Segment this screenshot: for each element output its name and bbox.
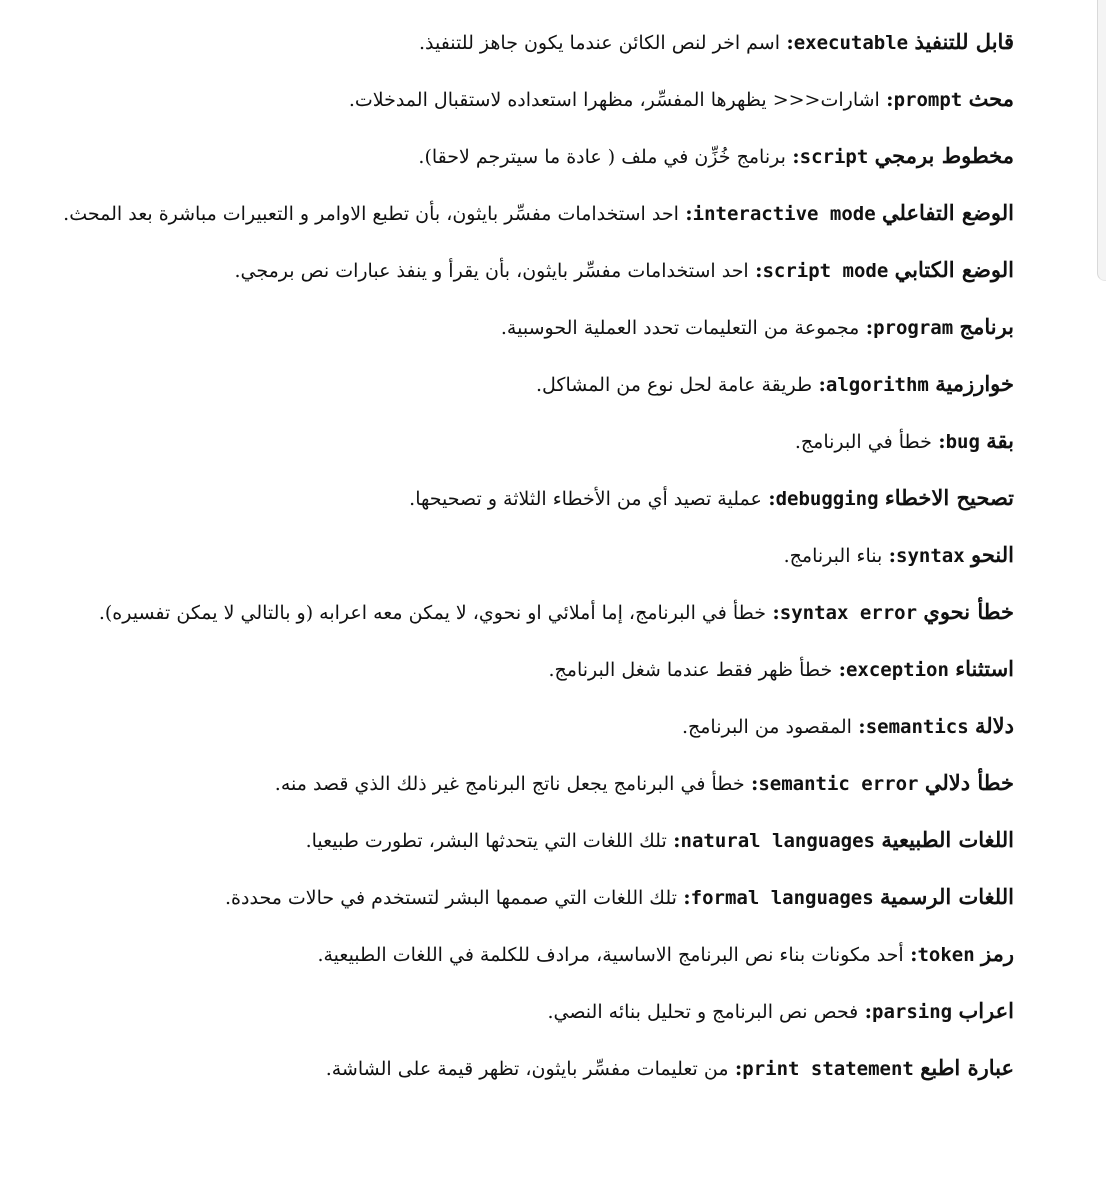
glossary-entry: النحو syntax: بناء البرنامج. <box>783 542 1014 567</box>
glossary-entry: خطأ نحوي syntax error: خطأ في البرنامج، إما أملائي او نحوي، لا يمكن معه اعرابه (و بالتالي لا يمكن تفسيره). <box>98 599 1014 624</box>
term-definition: فحص نص البرنامج و تحليل بنائه النصي. <box>547 1001 859 1023</box>
glossary-entry: خوارزمية algorithm: طريقة عامة لحل نوع من المشاكل. <box>535 371 1014 396</box>
term-english: bug <box>945 431 980 453</box>
term-english: script <box>799 146 869 168</box>
term-english: token <box>917 944 975 966</box>
term-arabic: خطأ نحوي <box>923 599 1014 624</box>
term-english: prompt <box>893 89 963 111</box>
term-definition: اسم اخر لنص الكائن عندما يكون جاهز للتنفيذ. <box>418 32 780 54</box>
glossary-entry: الوضع التفاعلي interactive mode: احد استخدامات مفسِّر بايثون، بأن تطبع الاوامر و التعبيرات مباشرة بعد المحث. <box>63 200 1014 225</box>
term-arabic: استثناء <box>955 656 1014 681</box>
term-definition: بناء البرنامج. <box>783 545 883 567</box>
term-definition: احد استخدامات مفسِّر بايثون، بأن يقرأ و ينفذ عبارات نص برمجي. <box>234 260 749 282</box>
term-arabic: خطأ دلالي <box>924 770 1014 795</box>
term-arabic: مخطوط برمجي <box>874 143 1014 168</box>
term-definition: عملية تصيد أي من الأخطاء الثلاثة و تصحيحها. <box>409 488 762 510</box>
term-arabic: برنامج <box>959 314 1014 339</box>
term-english: semantics <box>865 716 969 738</box>
term-definition: تلك اللغات التي يتحدثها البشر، تطورت طبيعيا. <box>305 830 667 852</box>
term-definition: مجموعة من التعليمات تحدد العملية الحوسبية. <box>500 317 860 339</box>
glossary-entry: دلالة semantics: المقصود من البرنامج. <box>681 713 1014 738</box>
term-arabic: محث <box>968 86 1014 111</box>
term-english: algorithm <box>825 374 929 396</box>
term-arabic: قابل للتنفيذ <box>914 29 1014 54</box>
glossary-entry: قابل للتنفيذ executable: اسم اخر لنص الكائن عندما يكون جاهز للتنفيذ. <box>418 29 1014 54</box>
term-english: print statement <box>742 1058 914 1080</box>
term-english: semantic error <box>758 773 919 795</box>
term-arabic: اللغات الطبيعية <box>881 827 1014 852</box>
glossary-entry: خطأ دلالي semantic error: خطأ في البرنامج يجعل ناتج البرنامج غير ذلك الذي قصد منه. <box>274 770 1014 795</box>
term-definition: من تعليمات مفسِّر بايثون، تظهر قيمة على الشاشة. <box>325 1058 729 1080</box>
term-english: parsing <box>872 1001 953 1023</box>
glossary-entry: اعراب parsing: فحص نص البرنامج و تحليل بنائه النصي. <box>547 998 1014 1023</box>
glossary-entry: عبارة اطبع print statement: من تعليمات مفسِّر بايثون، تظهر قيمة على الشاشة. <box>325 1055 1014 1080</box>
term-english: natural languages <box>680 830 875 852</box>
term-english: executable <box>793 32 909 54</box>
term-arabic: رمز <box>981 941 1014 966</box>
glossary-entry: الوضع الكتابي script mode: احد استخدامات مفسِّر بايثون، بأن يقرأ و ينفذ عبارات نص برمجي. <box>234 257 1014 282</box>
term-definition: المقصود من البرنامج. <box>681 716 852 738</box>
term-arabic: اللغات الرسمية <box>880 884 1014 909</box>
glossary-entry: اللغات الطبيعية natural languages: تلك اللغات التي يتحدثها البشر، تطورت طبيعيا. <box>305 827 1014 852</box>
scrollbar-edge[interactable] <box>1097 0 1106 281</box>
term-arabic: الوضع الكتابي <box>894 257 1014 282</box>
term-arabic: النحو <box>971 542 1014 567</box>
term-definition: تلك اللغات التي صممها البشر لتستخدم في حالات محددة. <box>225 887 677 909</box>
glossary-entry: برنامج program: مجموعة من التعليمات تحدد العملية الحوسبية. <box>500 314 1014 339</box>
glossary-entry: رمز token: أحد مكونات بناء نص البرنامج الاساسية، مرادف للكلمة في اللغات الطبيعية. <box>317 941 1014 966</box>
glossary-entry: تصحيح الاخطاء debugging: عملية تصيد أي من الأخطاء الثلاثة و تصحيحها. <box>409 485 1014 510</box>
term-english: debugging <box>775 488 879 510</box>
term-english: program <box>873 317 954 339</box>
term-arabic: دلالة <box>975 713 1014 738</box>
term-english: script mode <box>762 260 889 282</box>
term-arabic: الوضع التفاعلي <box>882 200 1014 225</box>
term-english: formal languages <box>690 887 874 909</box>
term-arabic: خوارزمية <box>935 371 1014 396</box>
term-definition: احد استخدامات مفسِّر بايثون، بأن تطبع الاوامر و التعبيرات مباشرة بعد المحث. <box>63 203 679 225</box>
glossary-entry: مخطوط برمجي script: برنامج خُزِّن في ملف ( عادة ما سيترجم لاحقا). <box>418 143 1014 168</box>
term-definition: اشارات<<< يظهرها المفسِّر، مظهرا استعداده لاستقبال المدخلات. <box>348 89 880 111</box>
term-english: syntax error <box>779 602 918 624</box>
term-arabic: عبارة اطبع <box>920 1055 1014 1080</box>
term-definition: خطأ ظهر فقط عندما شغل البرنامج. <box>548 659 833 681</box>
term-english: syntax <box>896 545 965 567</box>
term-definition: خطأ في البرنامج. <box>794 431 932 453</box>
glossary-entry: بقة bug: خطأ في البرنامج. <box>794 428 1014 453</box>
term-arabic: بقة <box>986 428 1014 453</box>
glossary-entry: اللغات الرسمية formal languages: تلك اللغات التي صممها البشر لتستخدم في حالات محددة. <box>225 884 1014 909</box>
term-definition: أحد مكونات بناء نص البرنامج الاساسية، مرادف للكلمة في اللغات الطبيعية. <box>317 944 904 966</box>
term-definition: خطأ في البرنامج، إما أملائي او نحوي، لا يمكن معه اعرابه (و بالتالي لا يمكن تفسيره). <box>98 602 766 624</box>
glossary-entry: استثناء exception: خطأ ظهر فقط عندما شغل البرنامج. <box>548 656 1014 681</box>
term-definition: خطأ في البرنامج يجعل ناتج البرنامج غير ذلك الذي قصد منه. <box>274 773 745 795</box>
glossary-entry: محث prompt: اشارات<<< يظهرها المفسِّر، مظهرا استعداده لاستقبال المدخلات. <box>348 86 1014 111</box>
term-arabic: اعراب <box>958 998 1014 1023</box>
term-english: exception <box>845 659 949 681</box>
term-definition: طريقة عامة لحل نوع من المشاكل. <box>535 374 813 396</box>
term-english: interactive mode <box>692 203 876 225</box>
glossary-list <box>24 20 1014 1103</box>
term-definition: برنامج خُزِّن في ملف ( عادة ما سيترجم لاحقا). <box>418 146 786 168</box>
term-arabic: تصحيح الاخطاء <box>884 485 1014 510</box>
